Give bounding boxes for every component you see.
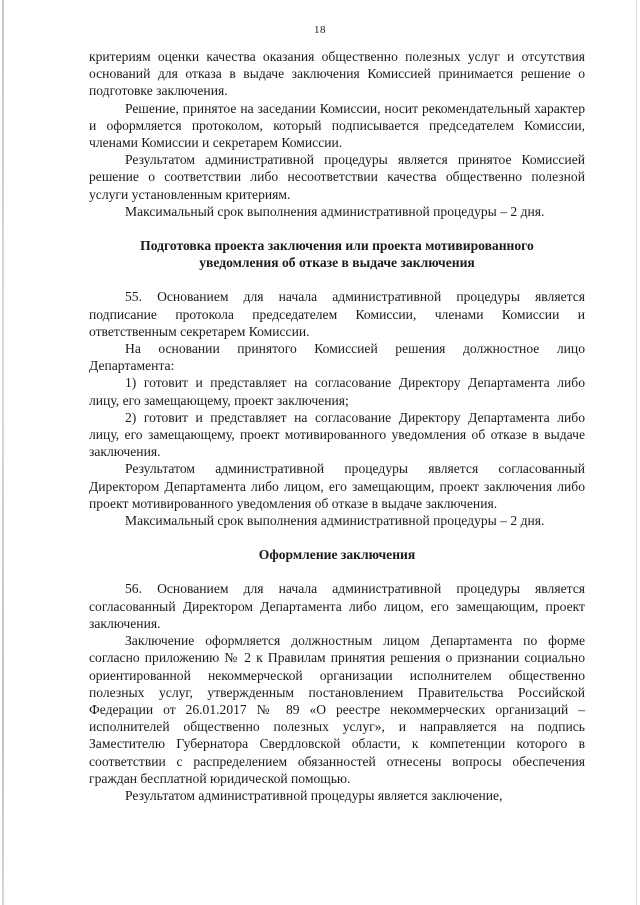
scan-edge-left: [2, 0, 4, 905]
section-heading-line: уведомления об отказе в выдаче заключения: [199, 255, 475, 271]
paragraph: 2) готовит и представляет на согласование Директору Департамента либо лицу, его замещающему, проект мотивированного уведомления об отказе в выдаче заключения.: [89, 409, 585, 460]
paragraph: 56. Основанием для начала административной процедуры является согласованный Директором Департамента либо лицом, его замещающим, проект заключения.: [89, 581, 585, 631]
paragraph: критериям оценки качества оказания общественно полезных услуг и отсутствия оснований для отказа в выдаче заключения Комиссией принимается решение о подготовке заключения.: [89, 49, 585, 99]
paragraph: Результатом административной процедуры является принятое Комиссией решение о соответствии либо несоответствии качества общественно полезной услуги установленным критериям.: [89, 152, 585, 202]
document-body: [89, 48, 585, 804]
paragraph: Результатом административной процедуры является согласованный Директором Департамента либо лицом, его замещающим, проект заключения либо проект мотивированного уведомления об отказе в выдаче заключения.: [89, 461, 585, 511]
section-heading-line: Подготовка проекта заключения или проекта мотивированного: [140, 238, 534, 254]
paragraph: Решение, принятое на заседании Комиссии, носит рекомендательный характер и оформляется протоколом, который подписывается председателем Комиссии, членами Комиссии и секретарем Комиссии.: [89, 100, 585, 151]
paragraph: Заключение оформляется должностным лицом Департамента по форме согласно приложению № 2 к Правилам принятия решения о признании социально ориентированной некоммерческой организации исполнителем общественно полезных услуг, утвержденным постановлением Правительства Российской Федерации от 26.01.2017 № 89 «О реестре некоммерческих организаций – исполнителей общественно полезных услуг», и направляется на подпись Заместителю Губернатора Свердловской области, к компетенции которого в соответствии с распределением обязанностей отнесены вопросы обеспечения граждан бесплатной юридической помощью.: [89, 633, 585, 786]
paragraph: Максимальный срок выполнения административной процедуры – 2 дня.: [125, 513, 545, 529]
paragraph: Максимальный срок выполнения административной процедуры – 2 дня.: [125, 203, 545, 219]
paragraph: На основании принятого Комиссией решения должностное лицо Департамента:: [89, 341, 585, 374]
section-heading: Оформление заключения: [258, 547, 416, 563]
section-heading: [89, 237, 585, 271]
page-number: 18: [314, 24, 326, 36]
paragraph: 55. Основанием для начала административной процедуры является подписание протокола председателем Комиссии, членами Комиссии и ответственным секретарем Комиссии.: [89, 289, 585, 339]
scan-edge-right: [636, 0, 637, 905]
paragraph: Результатом административной процедуры является заключение,: [125, 787, 503, 803]
paragraph: 1) готовит и представляет на согласование Директору Департамента либо лицу, его замещающему, проект заключения;: [89, 375, 585, 408]
